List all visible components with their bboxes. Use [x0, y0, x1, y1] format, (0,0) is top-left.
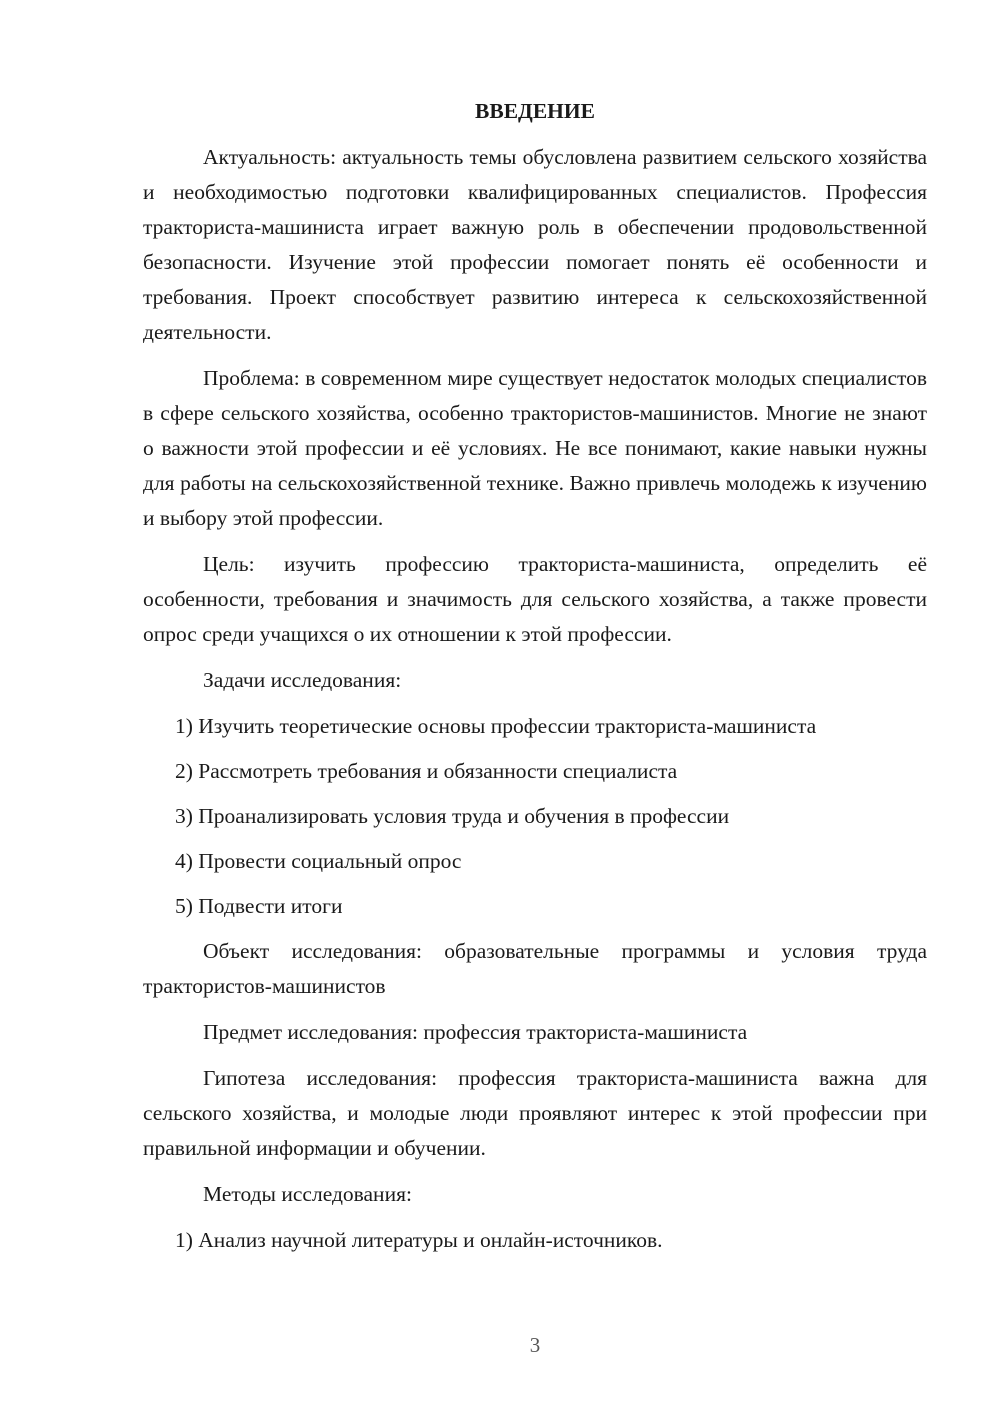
list-item: 4) Провести социальный опрос: [175, 849, 462, 873]
methods-list: [143, 1223, 927, 1258]
list-item: 2) Рассмотреть требования и обязанности специалиста: [175, 759, 678, 783]
list-item: 1) Изучить теоретические основы профессии тракториста-машиниста: [175, 714, 817, 738]
goal-paragraph: Цель: изучить профессию тракториста-машиниста, определить её особенности, требования и значимость для сельского хозяйства, а также провести опрос среди учащихся о их отношении к этой профессии.: [143, 552, 927, 646]
page-content: [143, 94, 927, 1268]
relevance-paragraph: Актуальность: актуальность темы обусловлена развитием сельского хозяйства и необходимостью подготовки квалифицированных специалистов. Профессия тракториста-машиниста играет важную роль в обеспечении продовольственной безопасности. Изучение этой профессии помогает понять её особенности и требования. Проект способствует развитию интереса к сельскохозяйственной деятельности.: [143, 145, 927, 344]
subject-paragraph: Предмет исследования: профессия тракториста-машиниста: [203, 1020, 748, 1044]
hypothesis-paragraph: Гипотеза исследования: профессия тракториста-машиниста важна для сельского хозяйства, и молодые люди проявляют интерес к этой профессии при правильной информации и обучении.: [143, 1066, 927, 1160]
tasks-list: [143, 709, 927, 924]
list-item: 5) Подвести итоги: [175, 894, 343, 918]
problem-paragraph: Проблема: в современном мире существует недостаток молодых специалистов в сфере сельского хозяйства, особенно трактористов-машинистов. Многие не знают о важности этой профессии и её условиях. Не все понимают, какие навыки нужны для работы на сельскохозяйственной технике. Важно привлечь молодежь к изучению и выбору этой профессии.: [143, 366, 927, 530]
tasks-heading: Задачи исследования:: [203, 668, 402, 692]
object-paragraph: Объект исследования: образовательные программы и условия труда трактористов-машинистов: [143, 939, 927, 998]
list-item: 3) Проанализировать условия труда и обучения в профессии: [175, 804, 730, 828]
page-number: 3: [529, 1333, 541, 1357]
methods-heading: Методы исследования:: [203, 1182, 412, 1206]
list-item: 1) Анализ научной литературы и онлайн-источников.: [175, 1228, 663, 1252]
section-title: ВВЕДЕНИЕ: [475, 99, 595, 123]
